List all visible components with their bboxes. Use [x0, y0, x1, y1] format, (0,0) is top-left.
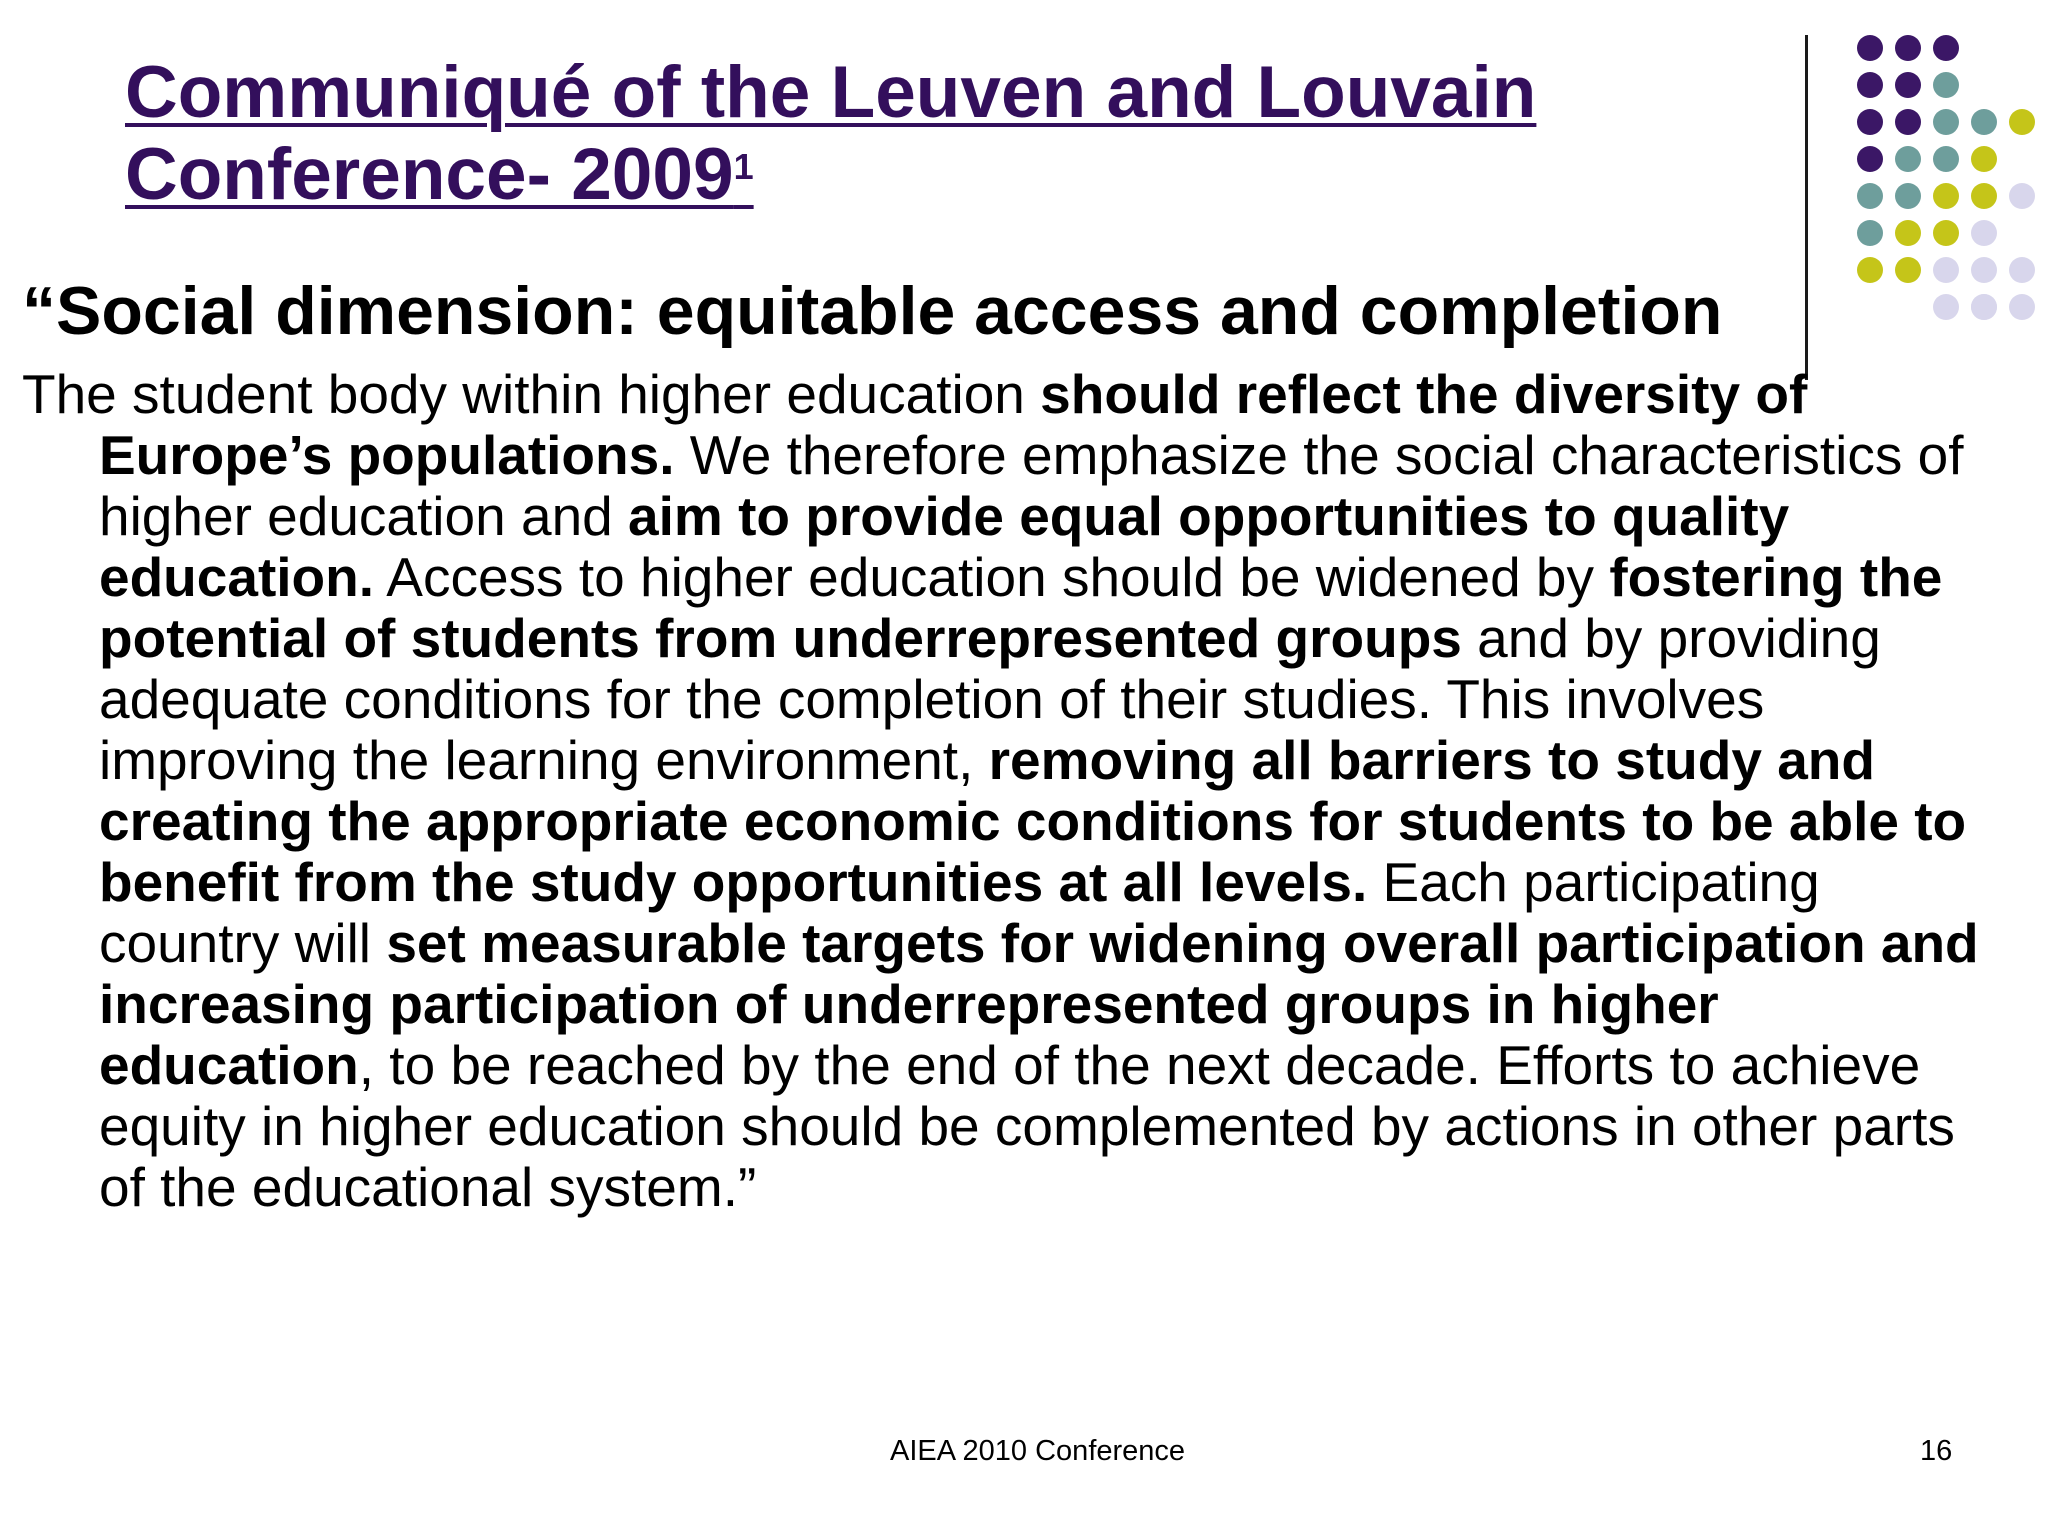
body-emphasis-text: aim to provide equal opportunities to quality education. [99, 485, 1790, 608]
decorative-dot [1933, 109, 1959, 135]
body-text-run: and by providing adequate conditions for the completion of their studies. This involves improving the learning environment, [99, 607, 1881, 791]
decorative-dot [1857, 220, 1883, 246]
decorative-dot [1895, 35, 1921, 61]
body-text-run: The student body within higher education [22, 363, 1041, 425]
body-emphasis-text: set measurable targets for widening overall participation and increasing participation of underrepresented groups in higher education [99, 912, 1979, 1096]
decorative-dot [1895, 109, 1921, 135]
slide-title [125, 52, 1725, 216]
slide-title-text: Communiqué of the Leuven and Louvain Conference- 2009 [125, 52, 1537, 215]
decorative-dot [1857, 183, 1883, 209]
title-divider-line [1805, 35, 1808, 380]
decorative-dot [1933, 294, 1959, 320]
body-text-run: Access to higher education should be widened by [374, 546, 1610, 608]
decorative-dot [1857, 72, 1883, 98]
decorative-dot [1895, 72, 1921, 98]
decorative-dot [2009, 183, 2035, 209]
decorative-dot [2009, 257, 2035, 283]
decorative-dot [1895, 183, 1921, 209]
decorative-dot [2009, 294, 2035, 320]
decorative-dot [1895, 146, 1921, 172]
decorative-dot [1933, 146, 1959, 172]
body-text-run: , to be reached by the end of the next decade. Efforts to achieve equity in higher education should be complemented by actions in other parts of the educational system.” [99, 1034, 1955, 1218]
body-text-run: Each participating country will [99, 851, 1820, 974]
decorative-dot [1971, 109, 1997, 135]
footer-conference-label: AIEA 2010 Conference [890, 1435, 1186, 1467]
decorative-dot [1895, 220, 1921, 246]
decorative-dot [1971, 146, 1997, 172]
decorative-dot [1971, 294, 1997, 320]
body-emphasis-text: should reflect the diversity of Europe’s populations. [99, 363, 1808, 486]
decorative-dot [1933, 183, 1959, 209]
title-footnote-marker: 1 [733, 146, 754, 187]
decorative-dot [1857, 109, 1883, 135]
decorative-dot [1933, 257, 1959, 283]
decorative-dot [1933, 72, 1959, 98]
decorative-dot [1933, 35, 1959, 61]
quote-subheading: “Social dimension: equitable access and completion [22, 273, 1723, 349]
body-emphasis-text: fostering the potential of students from underrepresented groups [99, 546, 1943, 669]
decorative-dot [1971, 294, 1997, 320]
decorative-dot [1857, 35, 1883, 61]
body-emphasis-text: removing all barriers to study and creating the appropriate economic conditions for students to be able to benefit from the study opportunities at all levels. [99, 729, 1967, 913]
decorative-dot [1933, 220, 1959, 246]
quote-body [22, 364, 1979, 1218]
decorative-dot [1857, 146, 1883, 172]
decorative-dot [1895, 257, 1921, 283]
body-text-run: We therefore emphasize the social characteristics of higher education and [99, 424, 1964, 547]
slide-number: 16 [1920, 1435, 1953, 1467]
decorative-dot [1971, 257, 1997, 283]
decorative-dot [1857, 257, 1883, 283]
decorative-dot [1971, 220, 1997, 246]
decorative-dot [2009, 109, 2035, 135]
decorative-dot [1971, 183, 1997, 209]
